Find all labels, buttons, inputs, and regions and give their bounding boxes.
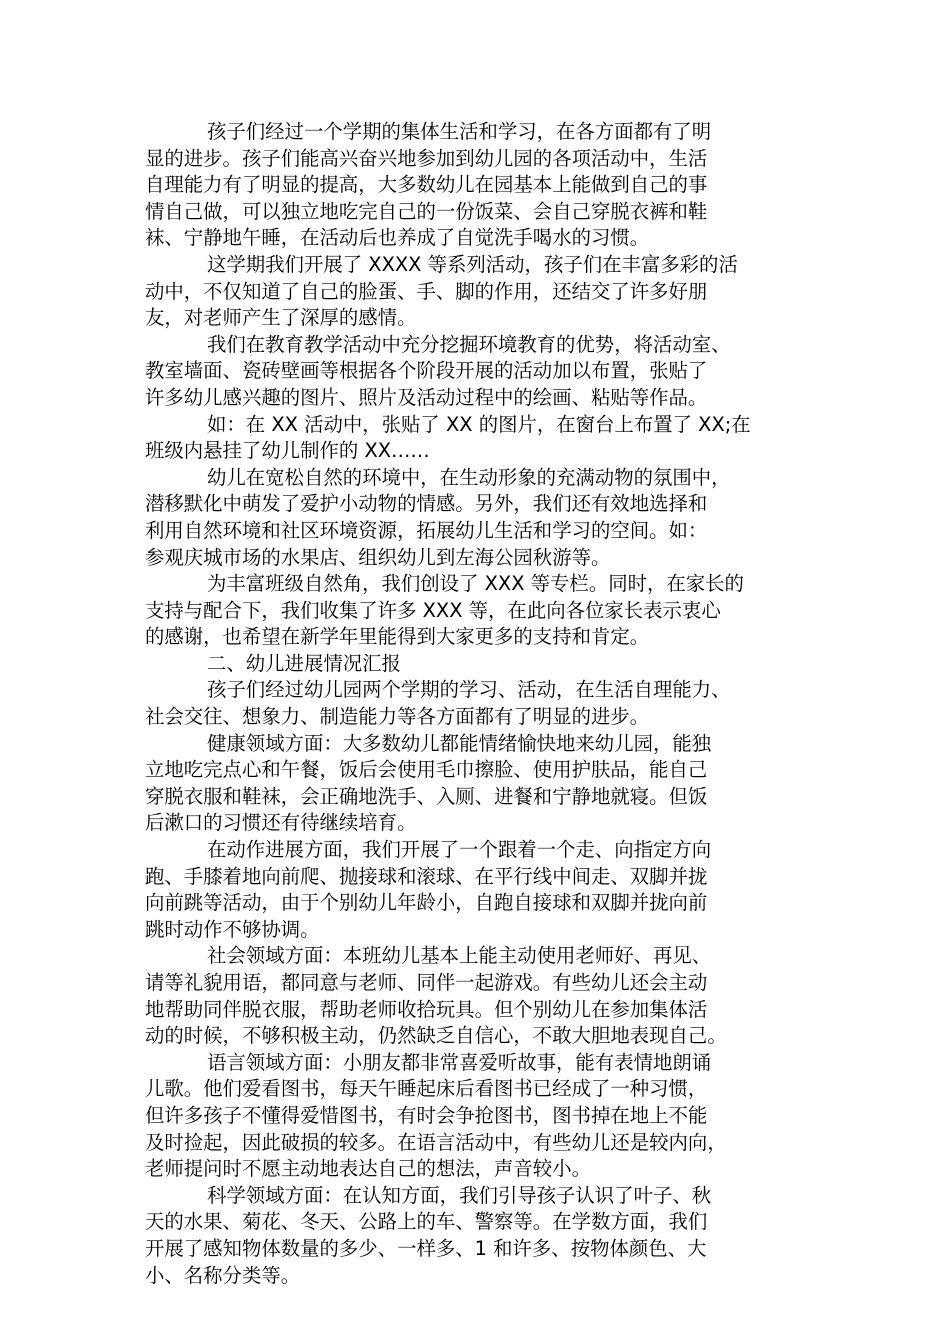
- text-line: 健康领域方面：大多数幼儿都能情绪愉快地来幼儿园，能独: [207, 731, 712, 755]
- paragraph-environment: [145, 332, 807, 412]
- text-line: 社会领域方面：本班幼儿基本上能主动使用老师好、再见、: [207, 944, 712, 968]
- text-line: 许多幼儿感兴趣的图片、照片及活动过程中的绘画、粘贴等作品。: [145, 385, 708, 409]
- text-line: 孩子们经过一个学期的集体生活和学习，在各方面都有了明: [207, 120, 712, 143]
- paragraph-language: [145, 1050, 807, 1183]
- text-line: 参观庆城市场的水果店、组织幼儿到左海公园秋游等。: [145, 545, 611, 569]
- paragraph-intro: [145, 119, 807, 252]
- text-line: 开展了感知物体数量的多少、一样多、1 和许多、按物体颜色、大: [145, 1236, 707, 1260]
- text-line: 这学期我们开展了 XXXX 等系列活动，孩子们在丰富多彩的活: [207, 252, 738, 276]
- text-line: 动的时候，不够积极主动，仍然缺乏自信心，不敢大胆地表现自己。: [145, 1024, 727, 1048]
- text-line: 科学领域方面：在认知方面，我们引导孩子认识了叶子、秋: [207, 1183, 712, 1207]
- text-line: 老师提问时不愿主动地表达自己的想法，声音较小。: [145, 1157, 591, 1181]
- text-line: 跑、手膝着地向前爬、抛接球和滚球、在平行线中间走、双脚并拢: [145, 864, 708, 888]
- text-line: 动中，不仅知道了自己的脸蛋、手、脚的作用，还结交了许多好朋: [145, 279, 708, 303]
- text-line: 孩子们经过幼儿园两个学期的学习、活动，在生活自理能力、: [207, 678, 731, 702]
- text-line: 但许多孩子不懂得爱惜图书，有时会争抢图书，图书掉在地上不能: [145, 1103, 708, 1127]
- text-line: 支持与配合下，我们收集了许多 XXX 等，在此向各位家长表示衷心: [145, 598, 721, 622]
- text-line: 向前跳等活动，由于个别幼儿年龄小，自跑自接球和双脚并拢向前: [145, 891, 708, 915]
- text-line: 的感谢，也希望在新学年里能得到大家更多的支持和肯定。: [145, 625, 650, 649]
- paragraph-science: [145, 1183, 807, 1289]
- paragraph-nature-corner: [145, 571, 807, 651]
- text-line: 穿脱衣服和鞋袜，会正确地洗手、入厕、进餐和宁静地就寝。但饭: [145, 784, 708, 808]
- text-line: 情自己做，可以独立地吃完自己的一份饭菜、会自己穿脱衣裤和鞋: [145, 199, 708, 223]
- paragraph-progress-summary: [145, 677, 807, 730]
- text-line: 地帮助同伴脱衣服，帮助老师收拾玩具。但个别幼儿在参加集体活: [145, 997, 708, 1021]
- text-line: 后漱口的习惯还有待继续培育。: [145, 811, 417, 835]
- text-line: 幼儿在宽松自然的环境中，在生动形象的充满动物的氛围中，: [207, 465, 731, 489]
- text-line: 如：在 XX 活动中，张贴了 XX 的图片，在窗台上布置了 XX;在: [207, 412, 751, 436]
- paragraph-health: [145, 731, 807, 837]
- text-line: 为丰富班级自然角，我们创设了 XXX 等专栏。同时，在家长的: [207, 572, 744, 596]
- text-line: 小、名称分类等。: [145, 1263, 301, 1287]
- section-heading-text: 二、幼儿进展情况汇报: [207, 651, 401, 675]
- section-heading: [145, 651, 807, 678]
- text-line: 利用自然环境和社区环境资源，拓展幼儿生活和学习的空间。如：: [145, 518, 708, 542]
- text-line: 请等礼貌用语，都同意与老师、同伴一起游戏。有些幼儿还会主动: [145, 971, 708, 994]
- text-line: 教室墙面、瓷砖壁画等根据各个阶段开展的活动加以布置，张贴了: [145, 359, 708, 383]
- text-line: 社会交往、想象力、制造能力等各方面都有了明显的进步。: [145, 705, 650, 729]
- text-line: 立地吃完点心和午餐，饭后会使用毛巾擦脸、使用护肤品，能自己: [145, 758, 708, 782]
- text-line: 显的进步。孩子们能高兴奋兴地参加到幼儿园的各项活动中，生活: [145, 146, 708, 170]
- text-line: 儿歌。他们爱看图书，每天午睡起床后看图书已经成了一种习惯，: [145, 1077, 708, 1101]
- text-line: 友，对老师产生了深厚的感情。: [145, 306, 417, 330]
- text-line: 天的水果、菊花、冬天、公路上的车、警察等。在学数方面，我们: [145, 1210, 708, 1234]
- paragraph-nature: [145, 465, 807, 571]
- paragraph-example: [145, 412, 807, 465]
- text-line: 语言领域方面：小朋友都非常喜爱听故事，能有表情地朗诵: [207, 1050, 712, 1074]
- document-page: [145, 119, 807, 1289]
- text-line: 跳时动作不够协调。: [145, 917, 320, 941]
- text-line: 及时捡起，因此破损的较多。在语言活动中，有些幼儿还是较内向，: [145, 1130, 727, 1154]
- text-line: 潜移默化中萌发了爱护小动物的情感。另外，我们还有效地选择和: [145, 492, 708, 516]
- paragraph-activities: [145, 252, 807, 332]
- text-line: 我们在教育教学活动中充分挖掘环境教育的优势，将活动室、: [207, 332, 731, 356]
- text-line: 在动作进展方面，我们开展了一个跟着一个走、向指定方向: [207, 838, 712, 862]
- text-line: 班级内悬挂了幼儿制作的 XX……: [145, 439, 430, 463]
- paragraph-motor: [145, 837, 807, 943]
- text-line: 自理能力有了明显的提高，大多数幼儿在园基本上能做到自己的事: [145, 173, 708, 197]
- paragraph-social: [145, 943, 807, 1049]
- text-line: 袜、宁静地午睡，在活动后也养成了自觉洗手喝水的习惯。: [145, 226, 650, 250]
